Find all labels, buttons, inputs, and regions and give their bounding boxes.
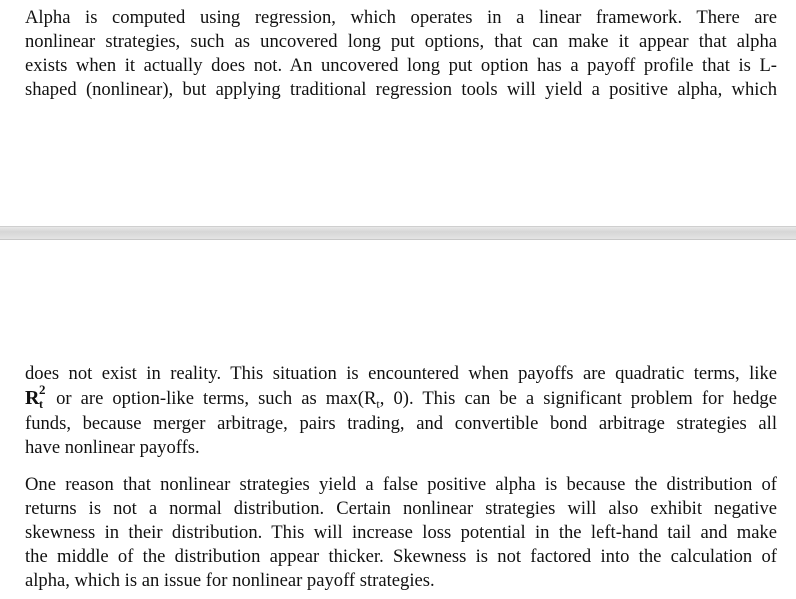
document-page-top	[0, 0, 796, 226]
text-line: skewness in their distribution. This will increase loss potential in the left-hand tail and make	[25, 522, 777, 543]
text-line: funds, because merger arbitrage, pairs trading, and convertible bond arbitrage strategies all	[25, 413, 777, 434]
text-line: Alpha is computed using regression, which operates in a linear framework. There are	[25, 7, 777, 28]
paragraph-false-positive-alpha	[25, 473, 777, 593]
text-segment: , 0). This can be a significant problem for hedge	[379, 388, 777, 409]
text-line-with-formula	[25, 382, 777, 412]
paragraph-alpha-regression	[25, 6, 777, 102]
text-line: shaped (nonlinear), but applying traditional regression tools will yield a positive alpha, which	[25, 79, 777, 100]
text-line: returns is not a normal distribution. Certain nonlinear strategies will also exhibit negative	[25, 498, 777, 519]
text-line: does not exist in reality. This situation is encountered when payoffs are quadratic terms, like	[25, 363, 777, 384]
subscript-t: t	[376, 397, 380, 411]
text-line: nonlinear strategies, such as uncovered long put options, that can make it appear that alpha	[25, 31, 777, 52]
text-line: exists when it actually does not. An uncovered long put option has a payoff profile that is L-	[25, 55, 777, 76]
text-line: the middle of the distribution appear thicker. Skewness is not factored into the calculation of	[25, 546, 777, 567]
subscript-t: t	[39, 397, 43, 411]
document-page-bottom	[0, 240, 796, 599]
text-line: One reason that nonlinear strategies yield a false positive alpha is because the distribution of	[25, 474, 777, 495]
r-squared-symbol	[25, 382, 47, 411]
text-line: alpha, which is an issue for nonlinear payoff strategies.	[25, 570, 435, 591]
page-break-divider	[0, 226, 796, 240]
text-line: have nonlinear payoffs.	[25, 437, 200, 458]
superscript-2: 2	[39, 382, 46, 397]
text-segment: or are option-like terms, such as max(R	[47, 388, 377, 409]
symbol-r: R	[25, 387, 40, 409]
paragraph-alpha-regression-continued	[25, 362, 777, 460]
